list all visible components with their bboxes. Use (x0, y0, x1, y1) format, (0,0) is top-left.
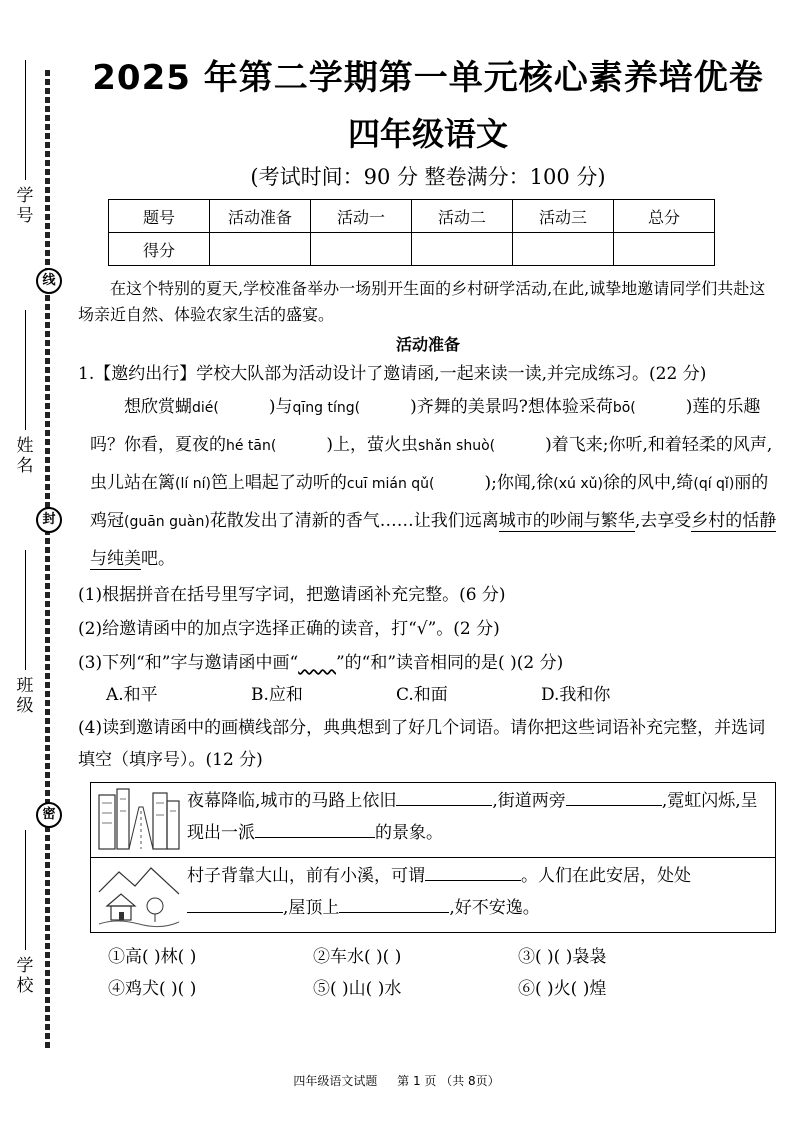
option-b[interactable]: B.应和 (251, 685, 303, 705)
word-choice[interactable]: ②车水( )( ) (313, 947, 402, 967)
answer-blank[interactable] (339, 892, 449, 913)
score-row-label: 得分 (109, 233, 210, 266)
student-id-field: 学号 (10, 60, 40, 227)
option-c[interactable]: C.和面 (396, 685, 448, 705)
exam-page (78, 50, 778, 1005)
score-header-cell: 活动二 (412, 200, 513, 233)
score-header-cell: 总分 (614, 200, 715, 233)
word-choice[interactable]: ⑥( )火( )煌 (518, 979, 607, 999)
score-header-cell: 题号 (109, 200, 210, 233)
exam-subtitle: 四年级语文 (347, 115, 508, 153)
word-choice[interactable]: ④鸡犬( )( ) (108, 979, 197, 999)
options-row (106, 680, 778, 710)
pinyin-choice[interactable]: (qí qǐ) (693, 476, 735, 492)
score-table (108, 199, 715, 266)
score-cell[interactable] (513, 233, 614, 266)
answer-blank[interactable] (187, 892, 283, 913)
pinyin: qīng tíng( (292, 400, 361, 416)
choice-row (108, 973, 778, 1005)
answer-blank[interactable] (255, 817, 375, 838)
pinyin: dié( (192, 400, 219, 416)
underlined-phrase: 城市的吵闹与繁华 (498, 511, 635, 531)
exam-title: 2025 年第二学期第一单元核心素养培优卷 (92, 58, 764, 98)
sub-question-3: (3)下列“和”字与邀请函中画“ ”的“和”读音相同的是( )(2 分) (78, 653, 564, 673)
binding-chain (45, 70, 50, 1050)
score-cell[interactable] (412, 233, 513, 266)
question-1-heading: 1.【邀约出行】学校大队部为活动设计了邀请函,一起来读一读,并完成练习。(22 分) (78, 364, 707, 384)
intro-paragraph: 在这个特别的夏天,学校准备举办一场别开生面的乡村研学活动,在此,诚挚地邀请同学们共赴这场亲近自然、体验农家生活的盛宴。 (78, 279, 766, 324)
invitation-passage: 想欣赏蝴dié( )与qīng tíng( )齐舞的美景吗?想体验采荷bō( )莲的乐趣吗？你看，夏夜的hé tān( )上，萤火虫shǎn shuò( )着飞来;你听,和着轻柔的风声,虫儿站在篱(lí ní)笆上唱起了动听的cuī mián qǔ( );你闻,徐(xú xǔ)徐的风中,绮(qí qǐ)丽的鸡冠(guān guàn)花散发出了清新的香气……让我们远离城市的吵闹与繁华,去享受乡村的恬静与纯美吧。 (90, 397, 777, 569)
sub-question-1: (1)根据拼音在括号里写字词，把邀请函补充完整。(6 分) (78, 585, 506, 605)
choice-row (108, 941, 778, 973)
score-header-cell: 活动一 (311, 200, 412, 233)
sub-question-2: (2)给邀请函中的加点字选择正确的读音，打“√”。(2 分) (78, 619, 500, 639)
seal-line: 线 (36, 268, 62, 294)
wavy-mark (298, 653, 336, 673)
footer-page-number: 第 1 页 （共 8页） (397, 1074, 500, 1088)
city-sentence: 夜幕降临,城市的马路上依旧 ,街道两旁 ,霓虹闪烁,呈现出一派 的景象。 (187, 783, 775, 851)
school-field: 学校 (10, 830, 40, 997)
city-row (91, 783, 775, 857)
village-sentence: 村子背靠大山，前有小溪，可谓 。人们在此安居，处处,屋顶上 ,好不安逸。 (187, 858, 775, 926)
pinyin: bō( (612, 400, 636, 416)
answer-blank[interactable] (425, 860, 521, 881)
score-header-cell: 活动三 (513, 200, 614, 233)
city-street-illustration (97, 787, 181, 853)
exam-info: (考试时间：90 分 整卷满分：100 分) (250, 165, 606, 189)
score-header-cell: 活动准备 (210, 200, 311, 233)
pinyin: shǎn shuò( (417, 438, 496, 454)
pinyin-choice[interactable]: (xú xǔ) (553, 476, 603, 492)
option-a[interactable]: A.和平 (106, 685, 158, 705)
pinyin: hé tān( (226, 438, 277, 454)
word-choice[interactable]: ①高( )林( ) (108, 947, 197, 967)
sub-question-4: (4)读到邀请函中的画横线部分，典典想到了好几个词语。请你把这些词语补充完整，并选词填空（填序号）。(12 分) (78, 718, 766, 770)
village-row (91, 857, 775, 932)
word-choice[interactable]: ⑤( )山( )水 (313, 979, 402, 999)
name-field: 姓名 (10, 310, 40, 477)
underlined-phrase: 乡村的恬静与纯美 (90, 511, 777, 569)
binding-margin (0, 40, 70, 1050)
score-table-header-row (109, 200, 715, 233)
option-d[interactable]: D.我和你 (541, 685, 611, 705)
village-illustration (97, 862, 181, 928)
score-cell[interactable] (614, 233, 715, 266)
word-choice[interactable]: ③( )( )袅袅 (518, 947, 607, 967)
answer-blank[interactable] (396, 785, 492, 806)
score-cell[interactable] (311, 233, 412, 266)
fill-in-box (90, 782, 776, 933)
seal-seal: 封 (36, 507, 62, 533)
pinyin-choice[interactable]: (guān guàn) (124, 514, 210, 530)
answer-blank[interactable] (566, 785, 662, 806)
footer-subject: 四年级语文试题 (293, 1074, 378, 1088)
class-field: 班级 (10, 550, 40, 717)
section-title: 活动准备 (395, 335, 460, 354)
score-table-score-row (109, 233, 715, 266)
word-choices (108, 941, 778, 1005)
score-cell[interactable] (210, 233, 311, 266)
pinyin: cuī mián qǔ( (346, 476, 435, 492)
seal-secret: 密 (36, 802, 62, 828)
page-footer (0, 1072, 793, 1089)
pinyin-choice[interactable]: (lí ní) (175, 476, 211, 492)
